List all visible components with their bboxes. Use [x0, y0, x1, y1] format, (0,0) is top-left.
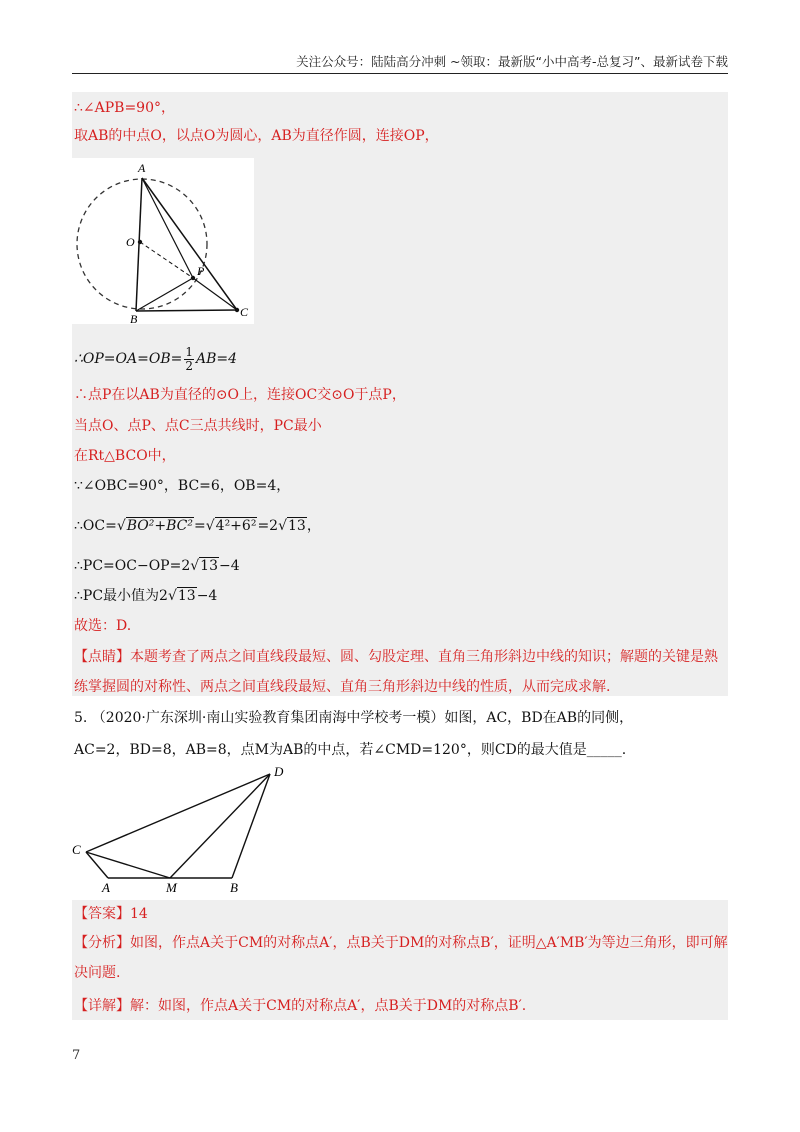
solution-line-11: 故选：D. — [74, 618, 132, 634]
circle-figure — [72, 158, 254, 324]
page-header: 关注公众号：陆陆高分冲刺 ~领取：最新版“小中高考-总复习”、最新试卷下载 — [296, 54, 728, 69]
analysis-paragraph: 【分析】如图，作点A关于CM的对称点A′，点B关于DM的对称点B′，证明△A′MB′为等边三角形，即可解决问题. — [74, 935, 728, 981]
segment-bc — [136, 310, 237, 311]
point-c — [235, 308, 239, 312]
segment-cm — [86, 852, 170, 878]
header-rule — [72, 73, 728, 74]
solution-line-8: ∴OC=√BO²+BC²=√4²+6²=2√13， — [74, 518, 321, 534]
label-c: C — [240, 305, 249, 319]
detail-line: 【详解】解：如图，作点A关于CM的对称点A′，点B关于DM的对称点B′. — [74, 998, 527, 1014]
segment-md — [170, 774, 270, 878]
solution-line-6: 在Rt△BCO中， — [74, 448, 176, 464]
point-p — [191, 276, 195, 280]
label-o: O — [126, 235, 135, 249]
solution-line-10: ∴PC最小值为2√13−4 — [74, 588, 218, 604]
label-b: B — [230, 880, 238, 895]
problem5-line-2: AC=2，BD=8，AB=8，点M为AB的中点，若∠CMD=120°，则CD的最大值是_____. — [74, 742, 627, 758]
solution-line-3: ∴OP=OA=OB= $\frac{1}{2}$ AB=4 — [74, 344, 238, 373]
label-m: M — [166, 880, 177, 895]
label-a: A — [102, 880, 110, 895]
solution-line-5: 当点O、点P、点C三点共线时，PC最小 — [74, 418, 322, 434]
solution-line-9: ∴PC=OC−OP=2√13−4 — [74, 558, 240, 574]
label-a: A — [138, 161, 146, 175]
point-o — [138, 240, 142, 244]
problem5-line-1: 5. （2020·广东深圳·南山实验教育集团南海中学校考一模）如图，AC，BD在AB的同侧， — [74, 710, 634, 726]
label-d: D — [274, 764, 284, 779]
quadrilateral-figure — [70, 762, 292, 896]
answer-line: 【答案】14 — [74, 906, 148, 922]
solution-line-4: ∴点P在以AB为直径的⊙O上，连接OC交⊙O于点P， — [74, 387, 406, 403]
label-p: P — [197, 264, 205, 278]
label-b: B — [130, 312, 138, 324]
label-c: C — [72, 842, 81, 857]
solution-line-2: 取AB的中点O，以点O为圆心，AB为直径作圆，连接OP， — [74, 128, 439, 144]
segment-bd — [232, 774, 270, 878]
segment-cd — [86, 774, 270, 852]
page-number: 7 — [72, 1048, 81, 1063]
solution-line-7: ∵∠OBC=90°，BC=6，OB=4， — [74, 478, 291, 494]
key-point-comment: 【点睛】本题考查了两点之间直线段最短、圆、勾股定理、直角三角形斜边中线的知识；解题的关键是熟练掌握圆的对称性、两点之间直线段最短、直角三角形斜边中线的性质，从而完成求解. — [74, 649, 718, 695]
solution-line-1: ∴∠APB=90°， — [74, 100, 176, 116]
